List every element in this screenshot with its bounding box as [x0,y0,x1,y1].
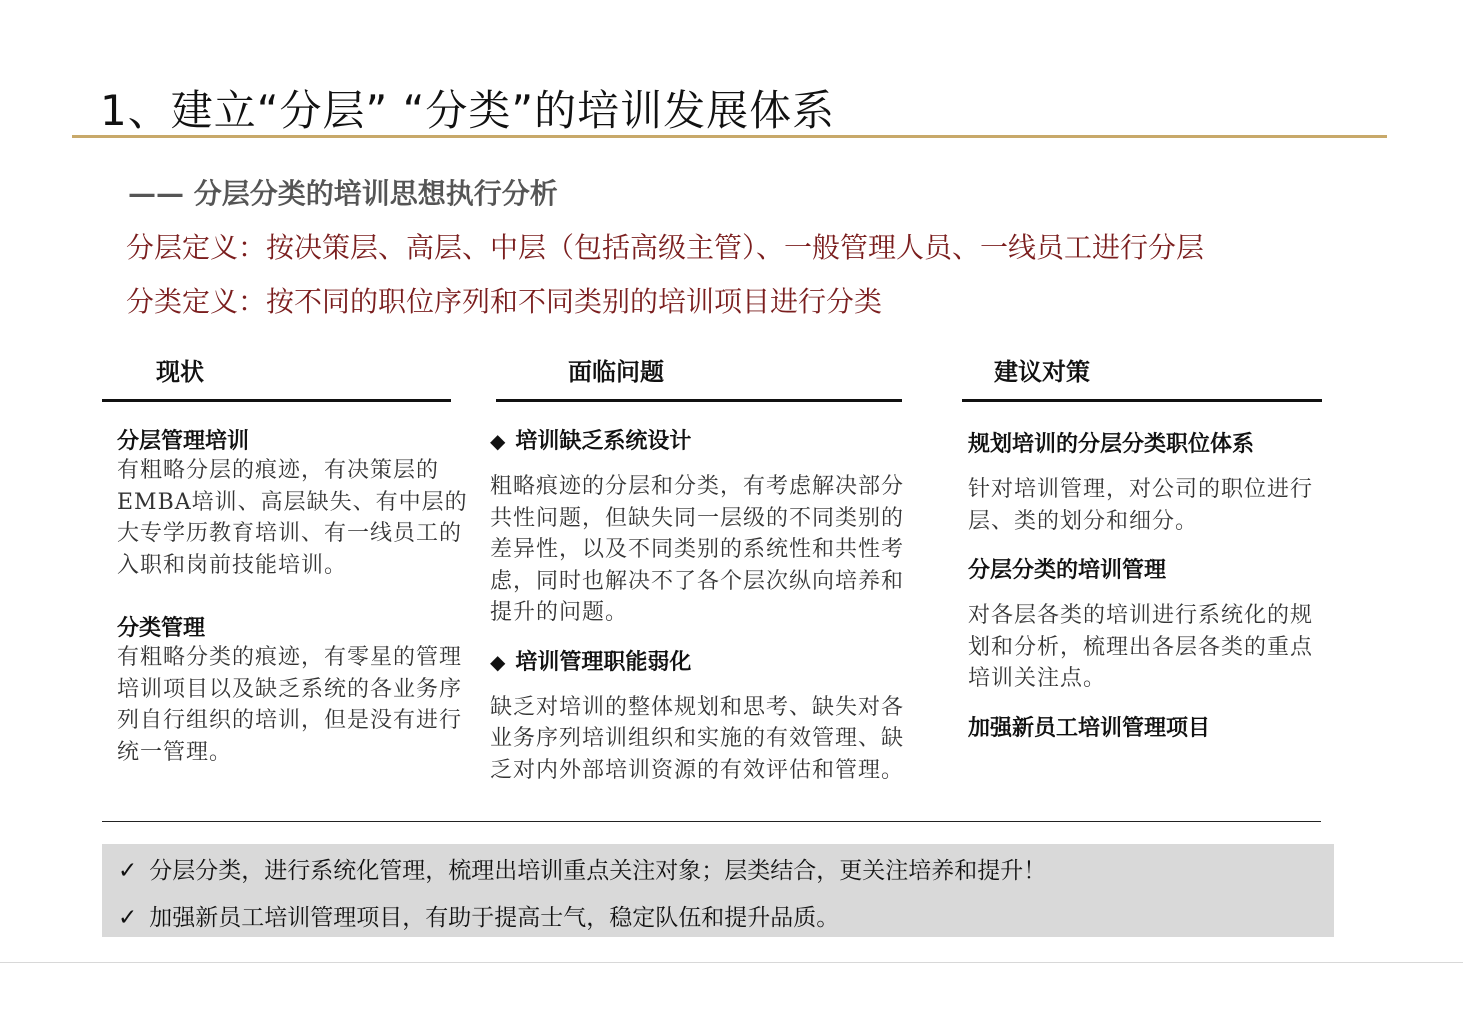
layer-definition: 分层定义：按决策层、高层、中层（包括高级主管）、一般管理人员、一线员工进行分层 [126,231,1205,264]
slide-subtitle: —— 分层分类的培训思想执行分析 [128,177,558,210]
column-rule-current [102,399,451,402]
content-bottom-rule [102,821,1321,822]
column-header-problems: 面临问题 [568,358,664,386]
column-current [117,424,477,768]
column-problems [490,424,915,786]
block-heading [490,645,915,676]
column-suggestions [968,427,1318,742]
block-heading: 加强新员工培训管理项目 [968,714,1211,741]
diamond-bullet-icon: ◆ [490,649,506,674]
block-text: 粗略痕迹的分层和分类，有考虑解决部分共性问题，但缺失同一层级的不同类别的差异性，以及不同类别的系统性和共性考虑，同时也解决不了各个层次纵向培养和提升的问题。 [490,474,905,625]
block-heading: 分类管理 [117,615,206,641]
summary-text: 加强新员工培训管理项目，有助于提高士气，稳定队伍和提升品质。 [149,905,840,931]
block-text: 针对培训管理，对公司的职位进行层、类的划分和细分。 [968,477,1314,534]
block-heading-text: 培训管理职能弱化 [515,648,692,675]
block-heading [490,424,915,455]
column-rule-suggestions [962,399,1322,402]
title-underline [72,135,1387,138]
summary-line [118,899,839,932]
block-text: 对各层各类的培训进行系统化的规划和分析，梳理出各层各类的重点培训关注点。 [968,603,1314,691]
slide-title: 1、建立“分层” “分类”的培训发展体系 [100,86,836,135]
checkmark-icon: ✓ [118,905,138,931]
category-definition: 分类定义：按不同的职位序列和不同类别的培训项目进行分类 [126,285,883,318]
block-heading: 规划培训的分层分类职位体系 [968,431,1255,457]
block-text: 缺乏对培训的整体规划和思考、缺失对各业务序列培训组织和实施的有效管理、缺乏对内外部培训资源的有效评估和管理。 [490,694,905,783]
block-text: 有粗略分层的痕迹，有决策层的EMBA培训、高层缺失、有中层的大专学历教育培训、有一线员工的入职和岗前技能培训。 [117,458,468,578]
summary-text: 分层分类，进行系统化管理，梳理出培训重点关注对象；层类结合，更关注培养和提升！ [149,858,1047,884]
block-heading: 分层分类的培训管理 [968,557,1167,583]
column-rule-problems [496,399,902,402]
column-header-current: 现状 [156,358,204,386]
block-heading-text: 培训缺乏系统设计 [515,428,692,454]
summary-line [118,852,1046,885]
block-text: 有粗略分类的痕迹，有零星的管理培训项目以及缺乏系统的各业务序列自行组织的培训，但是没有进行统一管理。 [117,645,463,765]
diamond-bullet-icon: ◆ [490,429,506,453]
block-heading: 分层管理培训 [117,428,250,454]
summary-box [102,844,1334,937]
column-header-suggestions: 建议对策 [994,358,1090,386]
checkmark-icon: ✓ [118,858,138,884]
footer-rule [0,962,1463,963]
